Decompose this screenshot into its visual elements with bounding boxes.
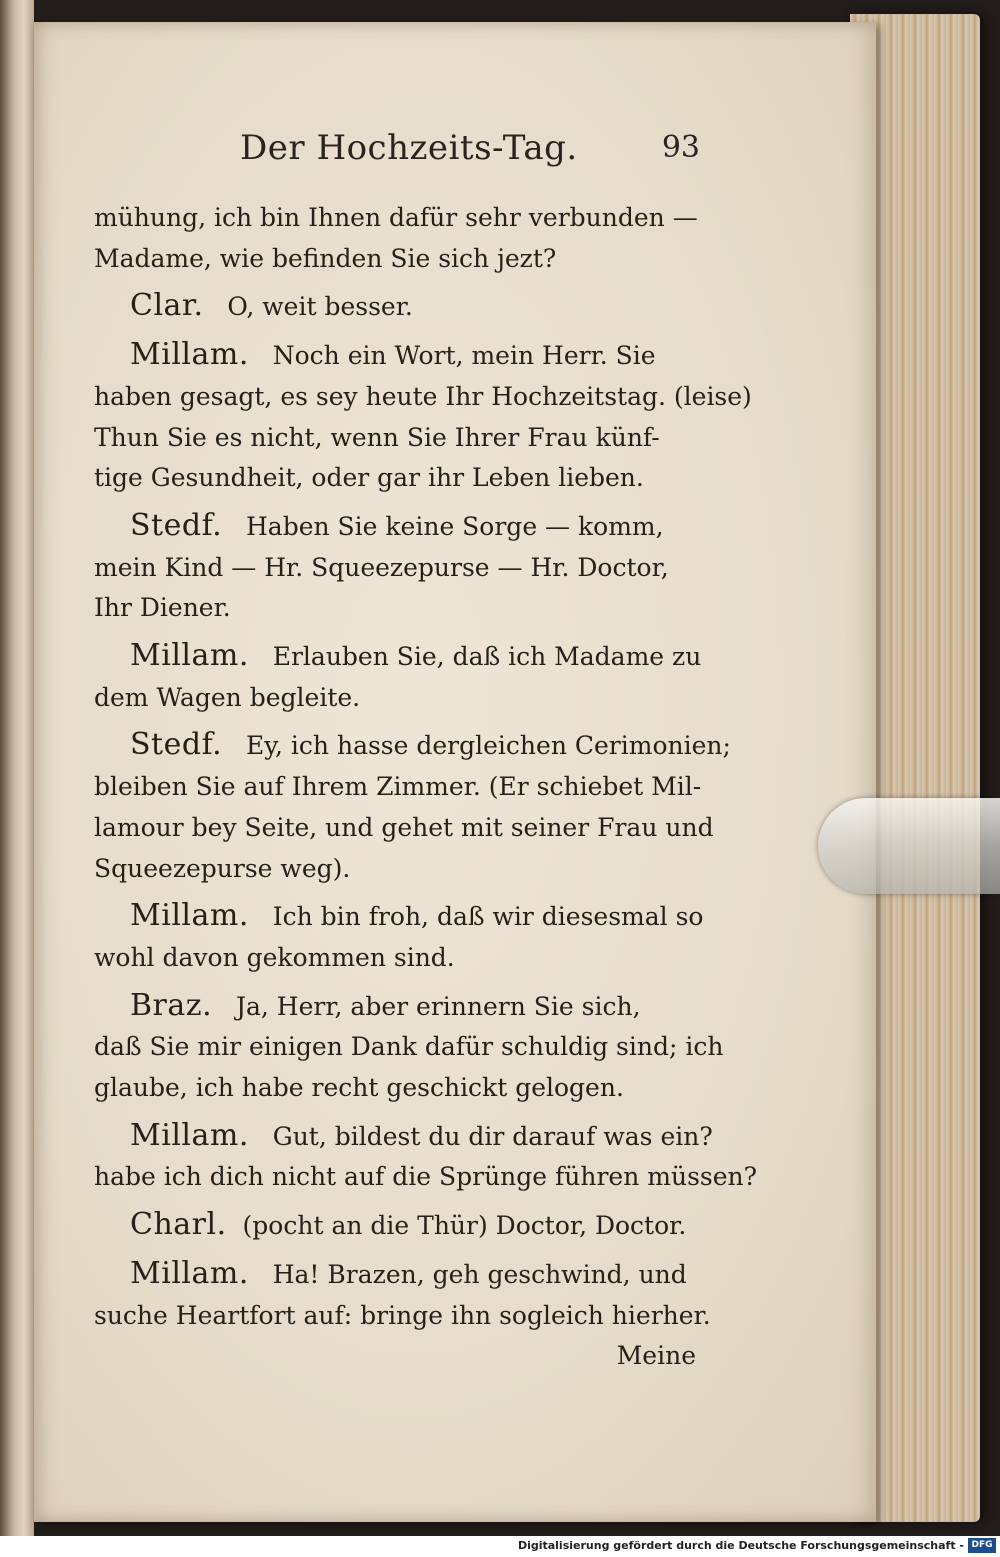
speaker-name: Clar. xyxy=(130,288,204,324)
body-text xyxy=(94,198,758,1377)
text-line: mein Kind — Hr. Squeezepurse — Hr. Doctor, xyxy=(94,552,669,582)
speech-millam xyxy=(94,896,704,938)
speech-stedf xyxy=(94,506,700,548)
speech-stedf xyxy=(94,725,731,767)
text-line: Squeezepurse weg). xyxy=(94,853,351,883)
speaker-name: Millam. xyxy=(130,1117,249,1153)
text-line: Madame, wie befinden Sie sich jezt? xyxy=(94,243,557,273)
speech-millam xyxy=(94,1116,713,1158)
text-line: daß Sie mir einigen Dank dafür schuldig sind; ich xyxy=(94,1032,724,1062)
text-line: Ich bin froh, daß wir diesesmal so xyxy=(272,902,704,932)
page-header xyxy=(240,128,700,172)
speaker-name: Millam. xyxy=(130,1255,249,1291)
dfg-logo: DFG xyxy=(968,1538,996,1553)
page-clip xyxy=(818,798,1000,894)
text-line: mühung, ich bin Ihnen dafür sehr verbunden — xyxy=(94,203,698,232)
digitization-credit: Digitalisierung gefördert durch die Deutsche Forschungsgemeinschaft - xyxy=(517,1539,964,1552)
text-line: Noch ein Wort, mein Herr. Sie xyxy=(272,341,656,371)
text-line: Ey, ich hasse dergleichen Cerimonien; xyxy=(245,731,731,761)
speaker-name: Charl. xyxy=(130,1207,227,1243)
text-line: lamour bey Seite, und gehet mit seiner Frau und xyxy=(94,812,714,842)
speaker-name: Braz. xyxy=(130,987,213,1023)
text-line: Gut, bildest du dir darauf was ein? xyxy=(272,1121,713,1151)
facing-page-edge xyxy=(0,0,34,1540)
text-line: Thun Sie es nicht, wenn Sie Ihrer Frau künf- xyxy=(94,422,660,452)
speech-charl xyxy=(94,1205,700,1247)
text-line: tige Gesundheit, oder gar ihr Leben lieben. xyxy=(94,463,644,493)
text-line: suche Heartfort auf: bringe ihn sogleich hierher. xyxy=(94,1300,711,1330)
page-number: 93 xyxy=(661,130,700,165)
speaker-name: Millam. xyxy=(130,898,249,934)
text-line: Haben Sie keine Sorge — komm, xyxy=(245,511,664,541)
speech-millam xyxy=(94,636,700,678)
speech-millam xyxy=(94,335,700,377)
speech-millam xyxy=(94,1254,700,1296)
speaker-name: Stedf. xyxy=(130,507,223,543)
speaker-name: Stedf. xyxy=(130,727,223,763)
text-line: O, weit besser. xyxy=(227,292,413,322)
speaker-name: Millam. xyxy=(130,638,249,674)
text-line: wohl davon gekommen sind. xyxy=(94,942,455,972)
text-line: Ihr Diener. xyxy=(94,593,231,623)
speech-clar xyxy=(94,286,700,328)
text-line: Erlauben Sie, daß ich Madame zu xyxy=(272,642,702,672)
text-line: bleiben Sie auf Ihrem Zimmer. (Er schiebet Mil- xyxy=(94,772,702,802)
text-line: Ha! Brazen, geh geschwind, und xyxy=(272,1259,687,1289)
text-line: haben gesagt, es sey heute Ihr Hochzeitstag. (leise) xyxy=(94,381,752,411)
text-line: (pocht an die Thür) Doctor, Doctor. xyxy=(242,1211,687,1241)
speech-braz xyxy=(94,986,700,1028)
text-line: Ja, Herr, aber erinnern Sie sich, xyxy=(235,991,641,1021)
speaker-name: Millam. xyxy=(130,337,249,373)
text-line: glaube, ich habe recht geschickt gelogen. xyxy=(94,1073,624,1103)
running-title: Der Hochzeits-Tag. xyxy=(240,128,578,168)
text-line: habe ich dich nicht auf die Sprünge führen müssen? xyxy=(94,1162,758,1192)
text-line: dem Wagen begleite. xyxy=(94,682,361,712)
catchword: Meine xyxy=(616,1341,696,1371)
